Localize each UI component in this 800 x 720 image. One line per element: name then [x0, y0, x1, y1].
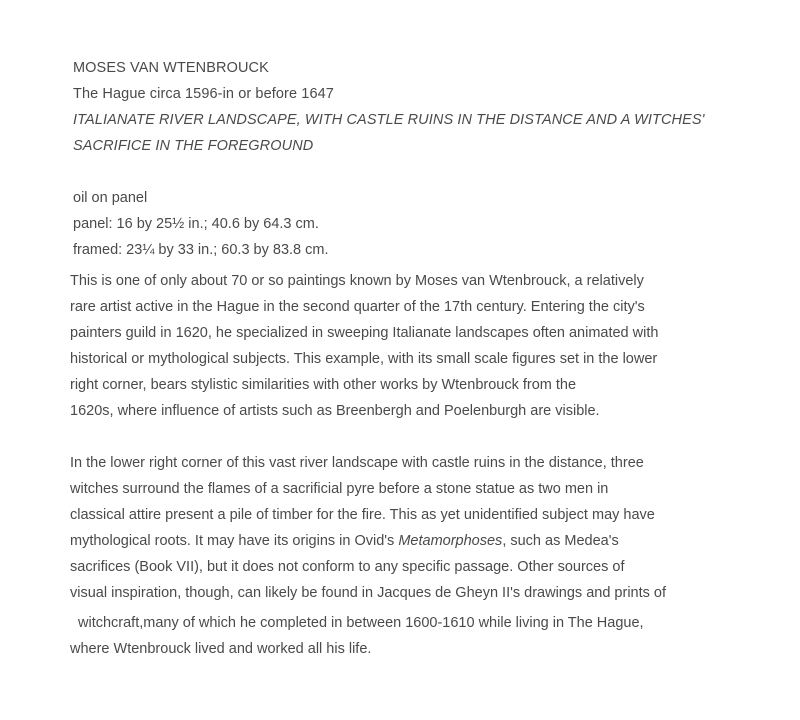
- paragraph-line: witchcraft,many of which he completed in between 1600-1610 while living in The Hague,: [78, 615, 644, 631]
- paragraph-line: where Wtenbrouck lived and worked all his life.: [70, 641, 372, 657]
- paragraph-line: historical or mythological subjects. This example, with its small scale figures set in the lower: [70, 351, 658, 367]
- paragraph-line: rare artist active in the Hague in the second quarter of the 17th century. Entering the city's: [70, 299, 645, 315]
- catalogue-note: [70, 268, 730, 662]
- lot-header: [73, 55, 763, 159]
- artwork-title-line-1: ITALIANATE RIVER LANDSCAPE, WITH CASTLE RUINS IN THE DISTANCE AND A WITCHES': [73, 112, 705, 128]
- catalogue-paragraph-2: [70, 450, 730, 662]
- paragraph-line: In the lower right corner of this vast river landscape with castle ruins in the distance, three: [70, 455, 644, 471]
- paragraph-gap: [70, 424, 730, 450]
- book-title-metamorphoses: Metamorphoses: [398, 533, 503, 549]
- framed-dimensions: framed: 23¼ by 33 in.; 60.3 by 83.8 cm.: [73, 242, 329, 258]
- paragraph-line: painters guild in 1620, he specialized in sweeping Italianate landscapes often animated with: [70, 325, 659, 341]
- catalogue-paragraph-1: [70, 268, 730, 424]
- medium: oil on panel: [73, 190, 148, 206]
- paragraph-line: sacrifices (Book VII), but it does not conform to any specific passage. Other sources of: [70, 559, 625, 575]
- artist-dates: The Hague circa 1596-in or before 1647: [73, 86, 334, 102]
- artwork-title-line-2: SACRIFICE IN THE FOREGROUND: [73, 138, 314, 154]
- artwork-specs: [73, 185, 329, 263]
- paragraph-line: This is one of only about 70 or so paintings known by Moses van Wtenbrouck, a relatively: [70, 273, 644, 289]
- paragraph-line: witches surround the flames of a sacrificial pyre before a stone statue as two men in: [70, 481, 609, 497]
- paragraph-line: visual inspiration, though, can likely be found in Jacques de Gheyn II's drawings and prints of: [70, 585, 667, 601]
- paragraph-text: , such as Medea's: [502, 533, 619, 549]
- panel-dimensions: panel: 16 by 25½ in.; 40.6 by 64.3 cm.: [73, 216, 319, 232]
- paragraph-text: mythological roots. It may have its origins in Ovid's: [70, 533, 399, 549]
- paragraph-line: [70, 528, 730, 554]
- paragraph-line: 1620s, where influence of artists such as Breenbergh and Poelenburgh are visible.: [70, 403, 600, 419]
- paragraph-line: classical attire present a pile of timber for the fire. This as yet unidentified subject may have: [70, 507, 655, 523]
- paragraph-line: right corner, bears stylistic similarities with other works by Wtenbrouck from the: [70, 377, 577, 393]
- artist-name: MOSES VAN WTENBROUCK: [73, 60, 269, 76]
